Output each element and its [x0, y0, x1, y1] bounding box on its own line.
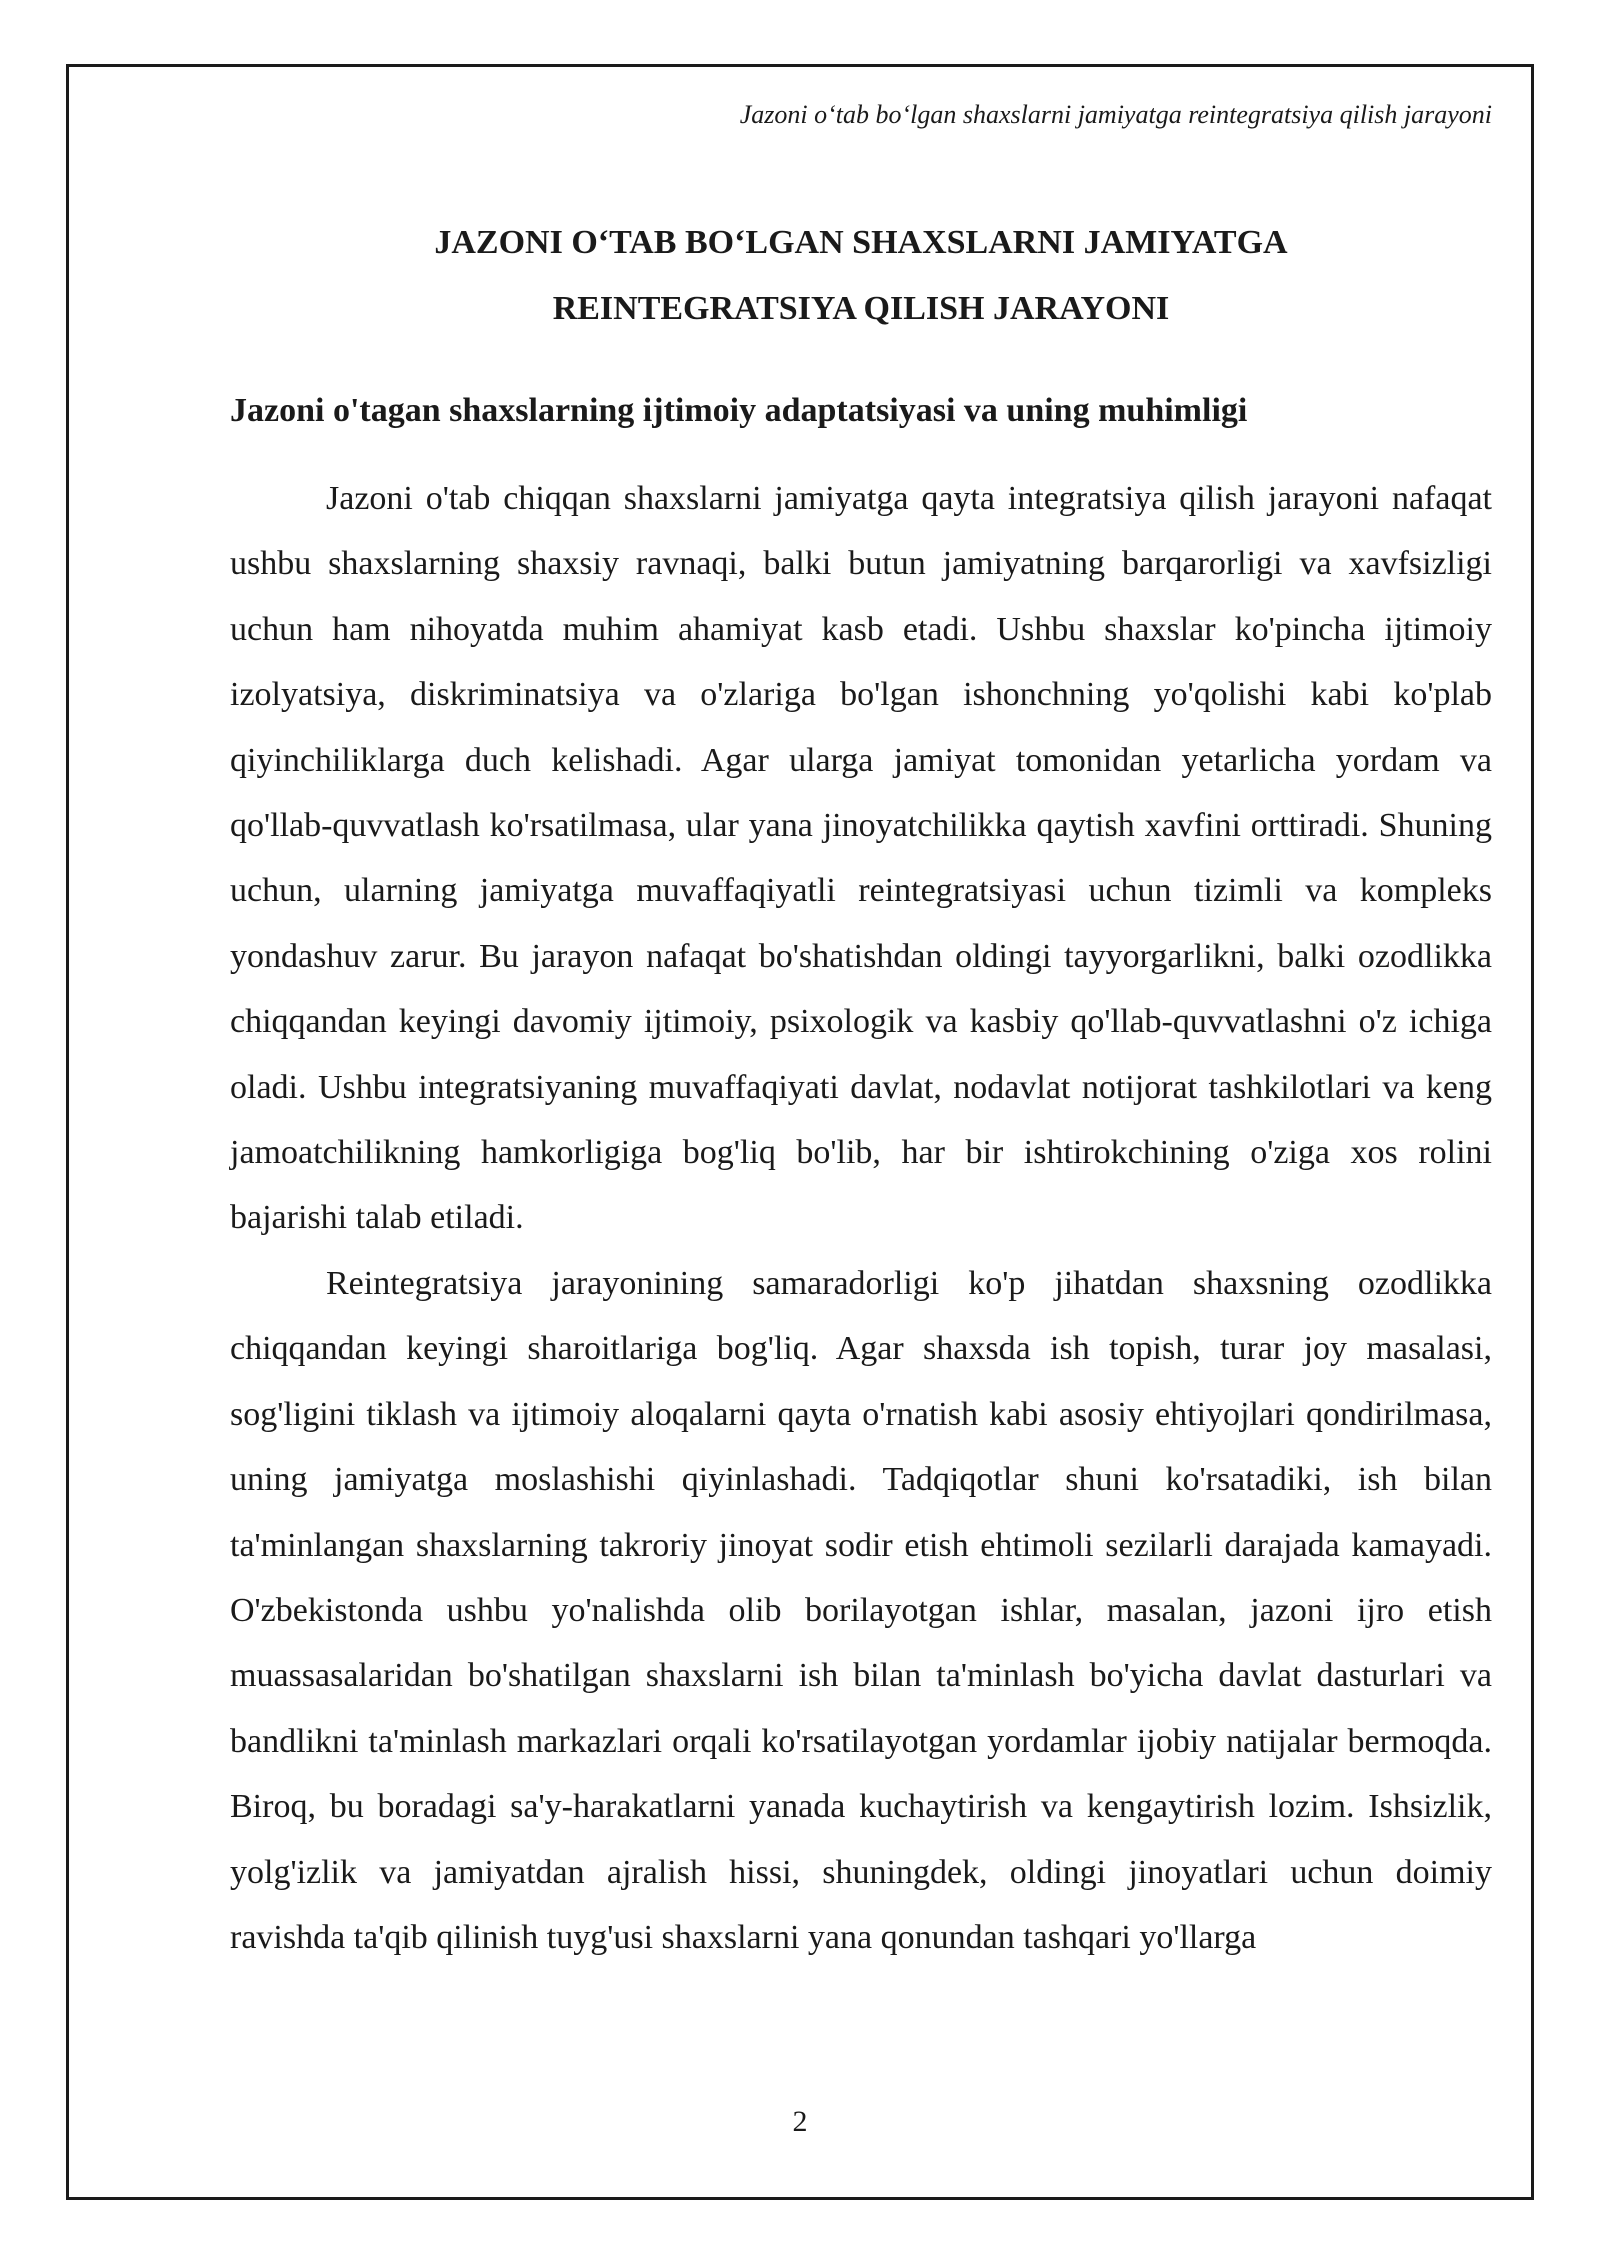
section-heading: Jazoni o'tagan shaxslarning ijtimoiy adaptatsiyasi va uning muhimligi	[230, 392, 1248, 429]
title-line-1: JAZONI O‘TAB BO‘LGAN SHAXSLARNI JAMIYATGA	[434, 224, 1288, 261]
paragraph-2: Reintegratsiya jarayonining samaradorligi ko'p jihatdan shaxsning ozodlikka chiqqandan keyingi sharoitlariga bog'liq. Agar shaxsda ish topish, turar joy masalasi, sog'ligini tiklash va ijtimoiy aloqalarni qayta o'rnatish kabi asosiy ehtiyojlari qondirilmasa, uning jamiyatga moslashishi qiyinlashadi. Tadqiqotlar shuni ko'rsatadiki, ish bilan ta'minlangan shaxslarning takroriy jinoyat sodir etish ehtimoli sezilarli darajada kamayadi. O'zbekistonda ushbu yo'nalishda olib borilayotgan ishlar, masalan, jazoni ijro etish muassasalaridan bo'shatilgan shaxslarni ish bilan ta'minlash bo'yicha davlat dasturlari va bandlikni ta'minlash markazlari orqali ko'rsatilayotgan yordamlar ijobiy natijalar bermoqda. Biroq, bu boradagi sa'y-harakatlarni yanada kuchaytirish va kengaytirish lozim. Ishsizlik, yolg'izlik va jamiyatdan ajralish hissi, shuningdek, oldingi jinoyatlari uchun doimiy ravishda ta'qib qilinish tuyg'usi shaxslarni yana qonundan tashqari yo'llarga	[230, 1264, 1492, 1956]
paragraph-1: Jazoni o'tab chiqqan shaxslarni jamiyatga qayta integratsiya qilish jarayoni nafaqat ushbu shaxslarning shaxsiy ravnaqi, balki butun jamiyatning barqarorligi va xavfsizligi uchun ham nihoyatda muhim ahamiyat kasb etadi. Ushbu shaxslar ko'pincha ijtimoiy izolyatsiya, diskriminatsiya va o'zlariga bo'lgan ishonchning yo'qolishi kabi ko'plab qiyinchiliklarga duch kelishadi. Agar ularga jamiyat tomonidan yetarlicha yordam va qo'llab-quvvatlash ko'rsatilmasa, ular yana jinoyatchilikka qaytish xavfini orttiradi. Shuning uchun, ularning jamiyatga muvaffaqiyatli reintegratsiyasi uchun tizimli va kompleks yondashuv zarur. Bu jarayon nafaqat bo'shatishdan oldingi tayyorgarlikni, balki ozodlikka chiqqandan keyingi davomiy ijtimoiy, psixologik va kasbiy qo'llab-quvvatlashni o'z ichiga oladi. Ushbu integratsiyaning muvaffaqiyati davlat, nodavlat notijorat tashkilotlari va keng jamoatchilikning hamkorligiga bog'liq bo'lib, har bir ishtirokchining o'ziga xos rolini bajarishi talab etiladi.	[230, 480, 1492, 1237]
page-number: 2	[792, 2105, 808, 2138]
running-header: Jazoni o‘tab bo‘lgan shaxslarni jamiyatga reintegratsiya qilish jarayoni	[739, 100, 1492, 129]
body-text	[230, 466, 1492, 1970]
title-line-2: REINTEGRATSIYA QILISH JARAYONI	[552, 290, 1170, 327]
document-title	[230, 210, 1492, 342]
